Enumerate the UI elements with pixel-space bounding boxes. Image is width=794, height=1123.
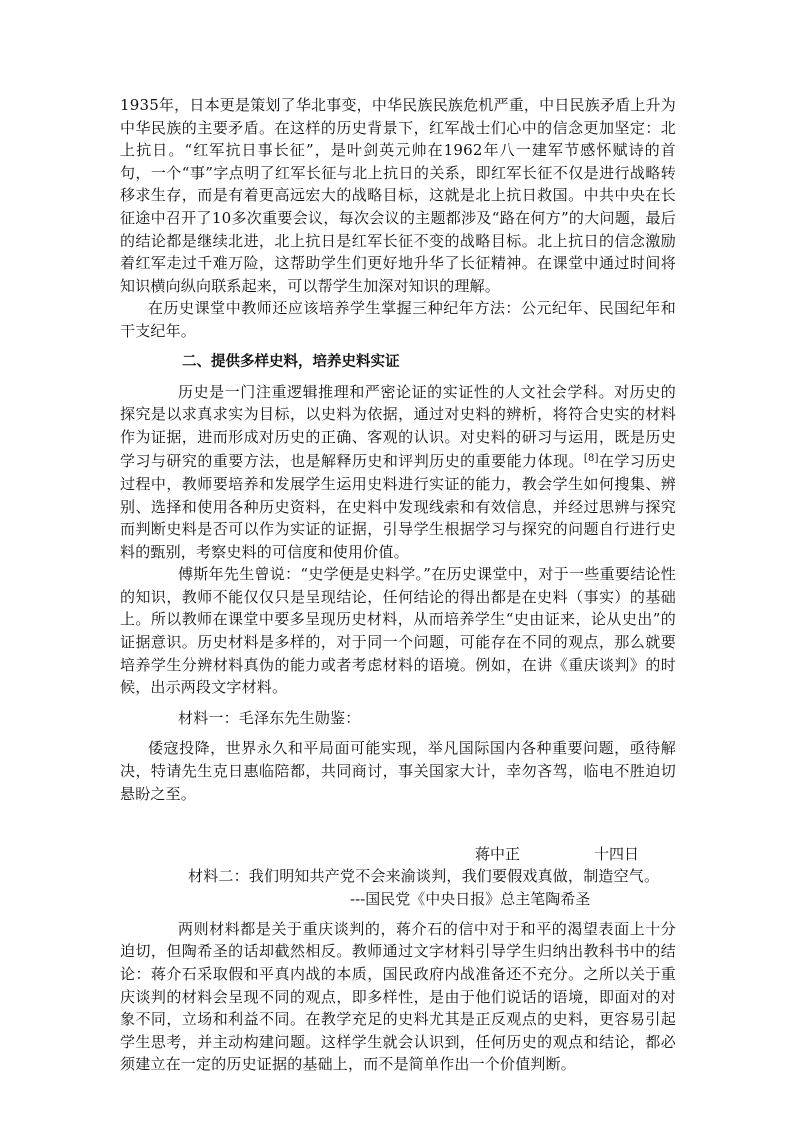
paragraph-fu-sinian: 傅斯年先生曾说：“史学便是史料学。”在历史课堂中，对于一些重要结论性的知识，教师不能仅仅只是呈现结论，任何结论的得出都是在史料（事实）的基础上。所以教师在课堂中要多呈现历史材料，从而培养学生“史由证来，论从史出”的证据意识。历史材料是多样的，对于同一个问题，可能存在不同的观点，那么就要培养学生分辨材料真伪的能力或者考虑材料的语境。例如，在讲《重庆谈判》的时候，出示两段文字材料。 <box>120 565 676 697</box>
signature-line <box>120 843 676 865</box>
material-one-title: 材料一：毛泽东先生勋鉴： <box>178 708 361 727</box>
paragraph-text-part-a: 历史是一门注重逻辑推理和严密论证的实证性的人文社会学科。对历史的探究是以求真求实为目标，以史料为依据，通过对史料的辨析，将符合史实的材料作为证据，进而形成对历史的正确、客观的认识。对史料的研习与运用，既是历史学习与研究的重要方法，也是解释历史和评判历史的重要能力体现。 <box>120 382 676 471</box>
material-two-source: ---国民党《中央日报》总主笔陶希圣 <box>350 889 591 908</box>
document-page <box>120 94 676 1076</box>
material-two: 材料二：我们明知共产党不会来渝谈判，我们要假戏真做，制造空气。 <box>188 867 660 886</box>
material-one-body: 倭寇投降，世界永久和平局面可能实现，举凡国际国内各种重要问题，亟待解决，特请先生克日惠临陪都，共同商讨，事关国家大计，幸勿吝驾，临电不胜迫切悬盼之至。 <box>120 739 676 803</box>
paragraph-historical-evidence <box>120 381 676 564</box>
signature-date: 十四日 <box>594 845 640 864</box>
signature-name: 蒋中正 <box>475 845 521 864</box>
section-heading: 二、提供多样史料，培养史料实证 <box>182 352 400 370</box>
paragraph-calendar-methods: 在历史课堂中教师还应该培养学生掌握三种纪年方法：公元纪年、民国纪年和干支纪年。 <box>120 299 676 340</box>
paragraph-long-march: 1935年，日本更是策划了华北事变，中华民族民族危机严重，中日民族矛盾上升为中华民族的主要矛盾。在这样的历史背景下，红军战士们心中的信念更加坚定：北上抗日。“红军抗日事长征”，是叶剑英元帅在1962年八一建军节感怀赋诗的首句，一个“事”字点明了红军长征与北上抗日的关系，即红军长征不仅是进行战略转移求生存，而是有着更高远宏大的战略目标，这就是北上抗日救国。中共中央在长征途中召开了10多次重要会议，每次会议的主题都涉及“路在何方”的大问题，最后的结论都是继续北进，北上抗日是红军长征不变的战略目标。北上抗日的信念激励着红军走过千难万险，这帮助学生们更好地升华了长征精神。在课堂中通过时间将知识横向纵向联系起来，可以帮学生加深对知识的理解。 <box>120 96 676 295</box>
citation-reference: [8] <box>583 453 599 465</box>
paragraph-text-part-b: 在学习历史过程中，教师要培养和发展学生运用史料进行实证的能力，教会学生如何搜集、辨别、选择和使用各种历史资料，在史料中发现线索和有效信息，并经过思辨与探究而判断史料是否可以作为实证的证据，引导学生根据学习与探究的问题自行进行史料的甄别，考察史料的可信度和使用价值。 <box>120 452 676 561</box>
paragraph-conclusion: 两则材料都是关于重庆谈判的，蒋介石的信中对于和平的渴望表面上十分迫切，但陶希圣的话却截然相反。教师通过文字材料引导学生归纳出教科书中的结论：蒋介石采取假和平真内战的本质，国民政府内战准备还不充分。之所以关于重庆谈判的材料会呈现不同的观点，即多样性，是由于他们说话的语境，即面对的对象不同，立场和利益不同。在教学充足的史料尤其是正反观点的史料，更容易引起学生思考，并主动构建问题。这样学生就会认识到，任何历史的观点和结论，都必须建立在一定的历史证据的基础上，而不是简单作出一个价值判断。 <box>120 919 676 1074</box>
